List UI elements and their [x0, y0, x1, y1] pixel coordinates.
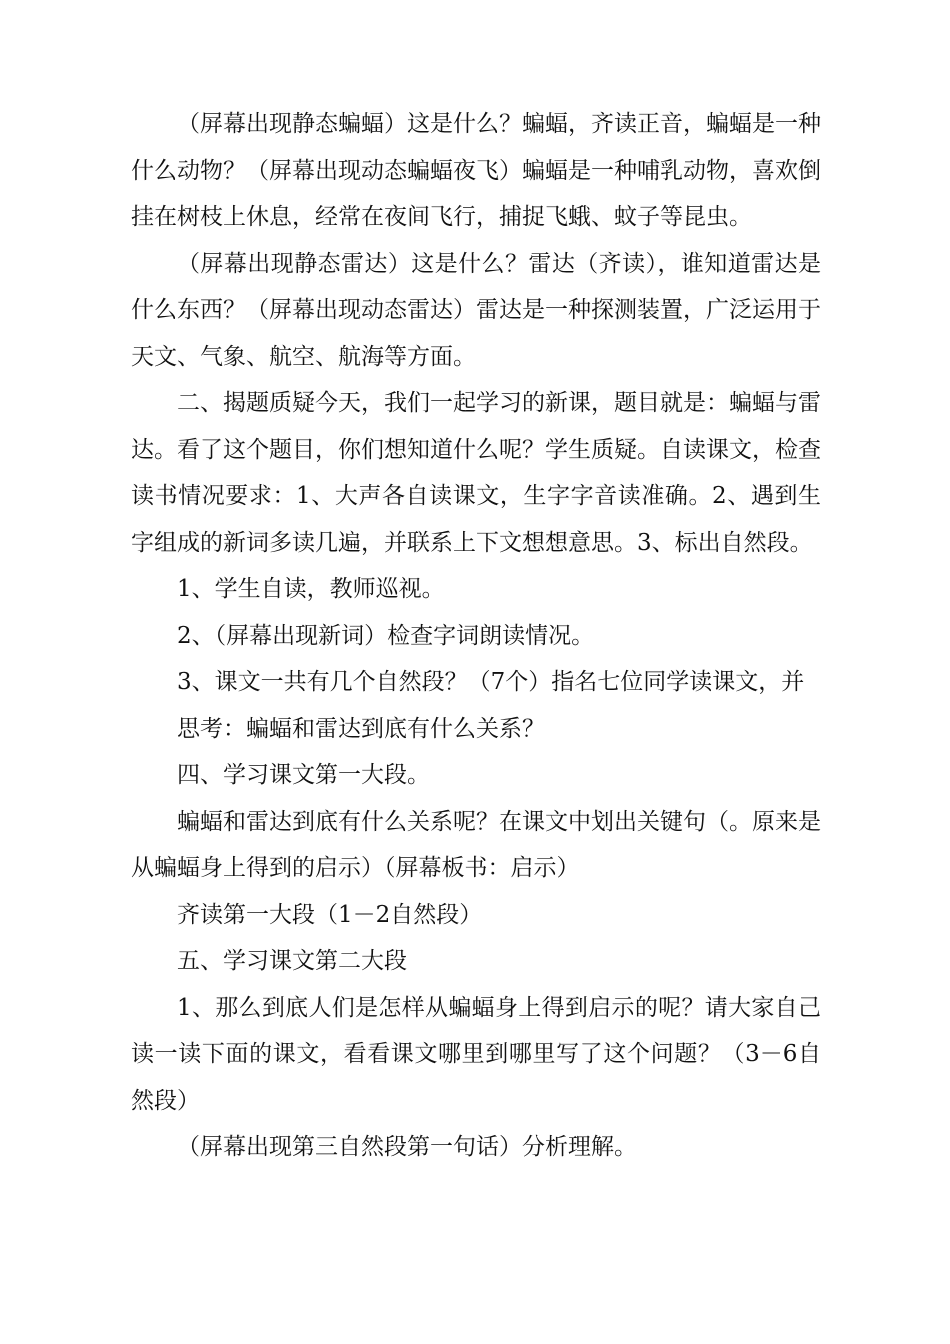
paragraph-step-3-continued: 思考：蝙蝠和雷达到底有什么关系？: [177, 715, 545, 742]
paragraph-question: 1、那么到底人们是怎样从蝙蝠身上得到启示的呢？请大家自己读一读下面的课文，看看课文哪里到哪里写了这个问题？（3－6自然段）: [131, 994, 821, 1114]
paragraph-key-sentence: 蝙蝠和雷达到底有什么关系呢？在课文中划出关键句（。原来是从蝙蝠身上得到的启示）（屏幕板书：启示）: [131, 808, 821, 881]
section-heading-part-5: 五、学习课文第二大段: [177, 948, 407, 974]
paragraph-static-radar: （屏幕出现静态雷达）这是什么？雷达（齐读），谁知道雷达是什么东西？（屏幕出现动态雷达）雷达是一种探测装置，广泛运用于天文、气象、航空、航海等方面。: [131, 250, 821, 370]
paragraph-step-3: 3、课文一共有几个自然段？（7个）指名七位同学读课文，并: [177, 669, 805, 695]
paragraph-static-bat: （屏幕出现静态蝙蝠）这是什么？蝙蝠，齐读正音，蝙蝠是一种什么动物？（屏幕出现动态蝙蝠夜飞）蝙蝠是一种哺乳动物，喜欢倒挂在树枝上休息，经常在夜间飞行，捕捉飞蛾、蚊子等昆虫。: [131, 111, 821, 230]
paragraph-reveal-title: 二、揭题质疑今天，我们一起学习的新课，题目就是：蝙蝠与雷达。看了这个题目，你们想知道什么呢？学生质疑。自读课文，检查读书情况要求：1、大声各自读课文，生字字音读准确。2、遇到生字组成的新词多读几遍，并联系上下文想想意思。3、标出自然段。: [131, 390, 821, 556]
paragraph-analysis: （屏幕出现第三自然段第一句话）分析理解。: [177, 1134, 637, 1160]
document-page: [131, 101, 821, 1171]
section-heading-part-4: 四、学习课文第一大段。: [177, 762, 430, 788]
paragraph-step-1: 1、学生自读，教师巡视。: [177, 576, 445, 602]
paragraph-step-2: 2、（屏幕出现新词）检查字词朗读情况。: [177, 622, 595, 649]
paragraph-read-first-section: 齐读第一大段（1－2自然段）: [177, 901, 483, 928]
